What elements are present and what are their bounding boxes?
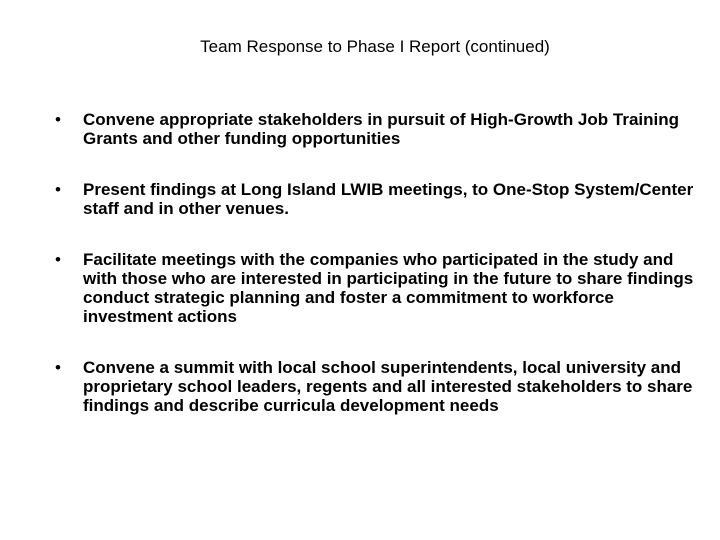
bullet-item xyxy=(55,358,705,415)
bullet-item xyxy=(55,110,705,148)
bullet-item xyxy=(55,250,705,326)
slide-title: Team Response to Phase I Report (continued) xyxy=(200,37,550,56)
bullet-text: Present findings at Long Island LWIB meetings, to One-Stop System/Center staff and in other venues. xyxy=(83,180,694,218)
bullet-list xyxy=(55,110,705,447)
bullet-item xyxy=(55,180,705,218)
bullet-marker: • xyxy=(55,250,61,269)
bullet-marker: • xyxy=(55,110,61,129)
bullet-marker: • xyxy=(55,358,61,377)
bullet-text: Convene a summit with local school superintendents, local university and proprietary school leaders, regents and all interested stakeholders to share findings and describe curricula development needs xyxy=(83,358,693,415)
bullet-text: Convene appropriate stakeholders in pursuit of High-Growth Job Training Grants and other funding opportunities xyxy=(83,110,679,148)
bullet-marker: • xyxy=(55,180,61,199)
bullet-text: Facilitate meetings with the companies who participated in the study and with those who are interested in participating in the future to share findings conduct strategic planning and foster a commitment to workforce investment actions xyxy=(83,250,694,326)
